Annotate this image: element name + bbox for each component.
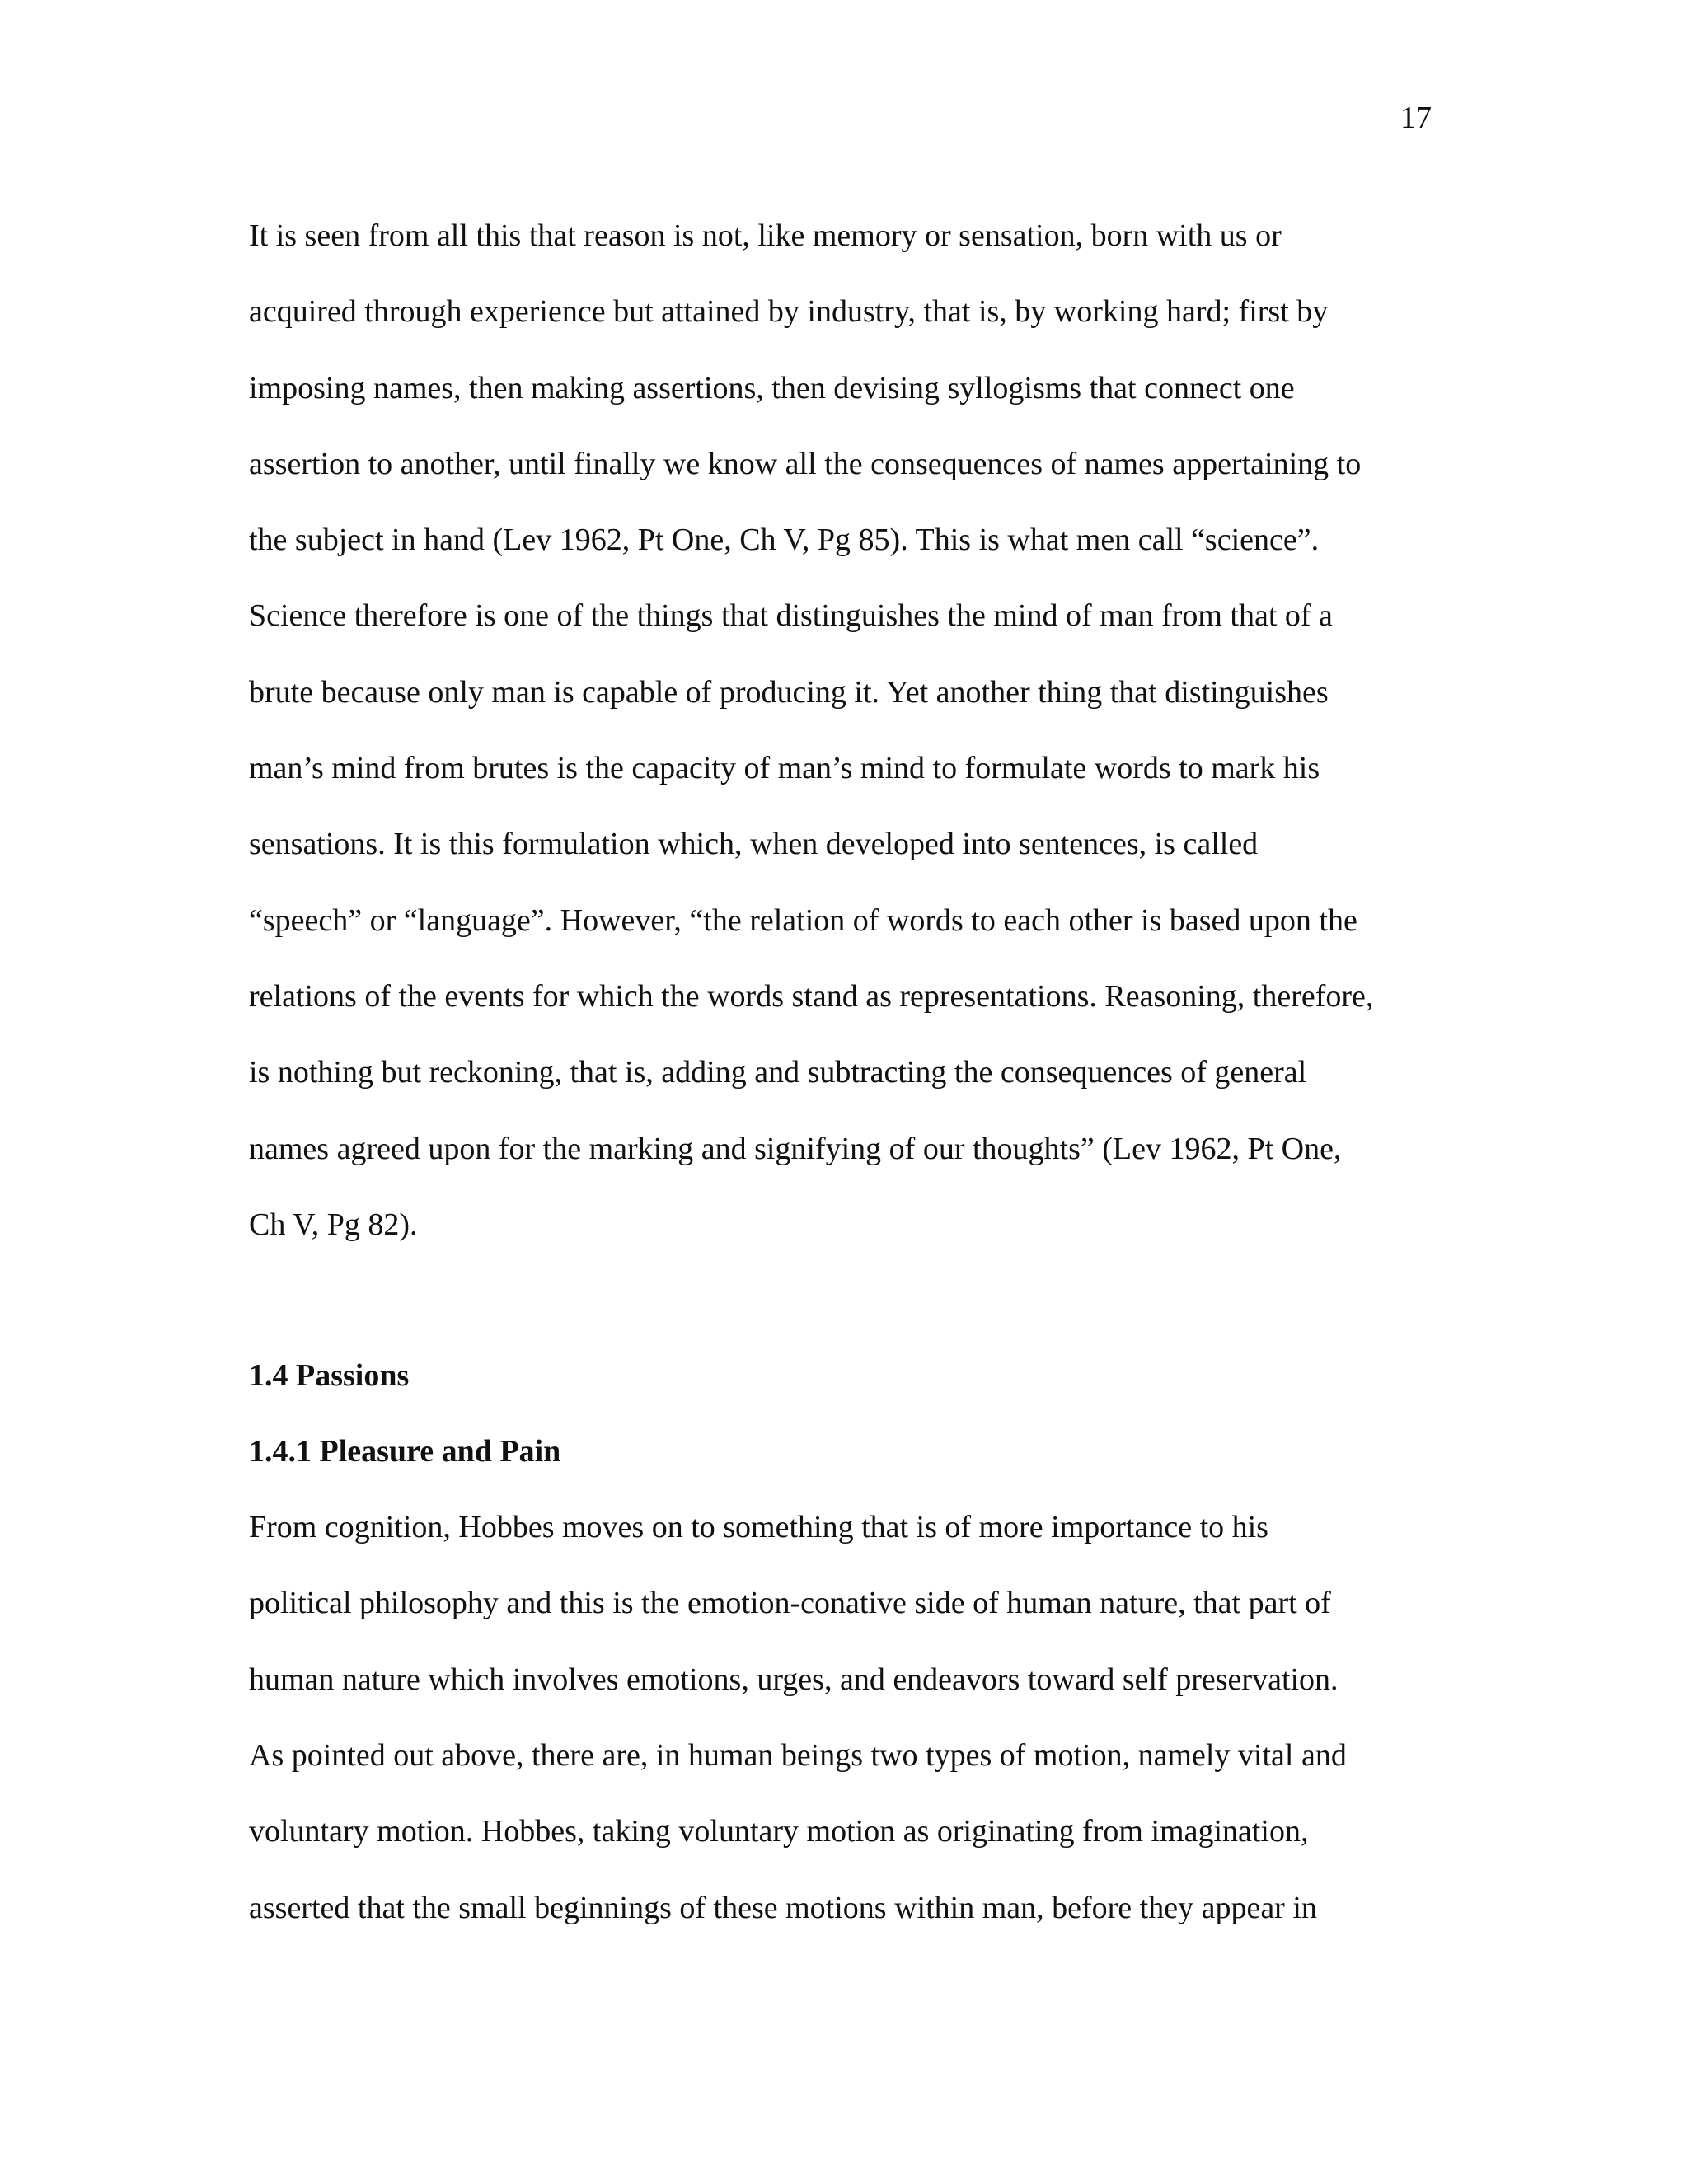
text-line: voluntary motion. Hobbes, taking voluntary motion as originating from imagination,: [249, 1814, 1309, 1849]
text-line: is nothing but reckoning, that is, adding and subtracting the consequences of general: [249, 1055, 1307, 1090]
text-line: Science therefore is one of the things that distinguishes the mind of man from that of a: [249, 598, 1333, 634]
text-line: assertion to another, until finally we know all the consequences of names appertaining to: [249, 446, 1362, 481]
text-line: imposing names, then making assertions, then devising syllogisms that connect one: [249, 370, 1295, 405]
section-heading: 1.4 Passions: [249, 1358, 410, 1394]
text-line: sensations. It is this formulation which, when developed into sentences, is called: [249, 827, 1259, 862]
text-line: brute because only man is capable of producing it. Yet another thing that distinguishes: [249, 674, 1329, 710]
text-line: the subject in hand (Lev 1962, Pt One, Ch V, Pg 85). This is what men call “science”.: [249, 523, 1320, 558]
text-line: political philosophy and this is the emotion-conative side of human nature, that part of: [249, 1586, 1331, 1621]
subsection-heading: 1.4.1 Pleasure and Pain: [249, 1434, 561, 1469]
text-line: From cognition, Hobbes moves on to something that is of more importance to his: [249, 1510, 1268, 1545]
text-line: “speech” or “language”. However, “the relation of words to each other is based upon the: [249, 902, 1357, 938]
text-line: human nature which involves emotions, urges, and endeavors toward self preservation.: [249, 1661, 1339, 1697]
text-line: names agreed upon for the marking and signifying of our thoughts” (Lev 1962, Pt One,: [249, 1131, 1342, 1166]
text-line: As pointed out above, there are, in human beings two types of motion, namely vital and: [249, 1738, 1347, 1774]
text-line: acquired through experience but attained by industry, that is, by working hard; first by: [249, 294, 1329, 330]
paragraph-reason-and-science: [249, 198, 1437, 1263]
text-line: Ch V, Pg 82).: [249, 1207, 418, 1242]
text-line: It is seen from all this that reason is not, like memory or sensation, born with us or: [249, 218, 1282, 253]
paragraph-passions: [249, 1489, 1437, 1946]
text-line: man’s mind from brutes is the capacity of man’s mind to formulate words to mark his: [249, 751, 1320, 786]
page-number: 17: [1400, 101, 1432, 135]
page-body: [249, 198, 1437, 1946]
text-line: relations of the events for which the words stand as representations. Reasoning, therefore,: [249, 978, 1374, 1014]
text-line: asserted that the small beginnings of these motions within man, before they appear in: [249, 1890, 1317, 1925]
